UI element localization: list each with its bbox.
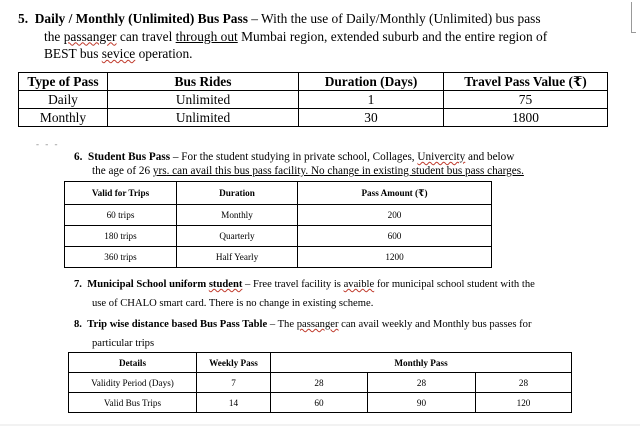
- table-cell: Unlimited: [108, 91, 299, 109]
- table-cell: 360 trips: [65, 247, 177, 268]
- section-number: 8.: [74, 319, 82, 330]
- table-header-cell: Details: [69, 353, 197, 373]
- section-text: operation.: [135, 46, 193, 61]
- travel-pass-table: [18, 72, 608, 127]
- underlined-word: yrs: [152, 165, 167, 177]
- trip-wise-pass-table: [68, 352, 572, 413]
- table-cell: 60: [271, 393, 368, 413]
- section-number: 7.: [74, 279, 82, 290]
- section-divider: - - -: [36, 139, 60, 149]
- page-edge-marker: [631, 2, 636, 33]
- section-8-line-2: particular trips: [92, 338, 155, 349]
- section-text: . can avail this bus pass facility. No change in existing student bus pass charges.: [166, 165, 524, 177]
- table-cell: 1800: [444, 109, 608, 127]
- section-number: 5.: [18, 11, 29, 26]
- section-7-line-2: use of CHALO smart card. There is no change in existing scheme.: [92, 298, 374, 309]
- misspelled-word: Univercity: [417, 151, 466, 163]
- section-text: – For the student studying in private school, Collages,: [170, 151, 418, 163]
- table-cell: 90: [368, 393, 476, 413]
- section-text: BEST bus: [44, 46, 102, 61]
- table-cell: 1: [299, 91, 444, 109]
- table-cell: Valid Bus Trips: [69, 393, 197, 413]
- table-row: [65, 226, 492, 247]
- table-header-cell: Pass Amount (₹): [298, 182, 492, 205]
- table-row: [69, 373, 572, 393]
- table-header-row: [69, 353, 572, 373]
- misspelled-word: sevice: [101, 46, 136, 61]
- section-6-student-pass: [74, 150, 594, 178]
- table-cell: 1200: [298, 247, 492, 268]
- section-heading: Student Bus Pass: [87, 151, 171, 163]
- misspelled-word: passanger: [296, 319, 339, 330]
- table-cell: Monthly: [177, 205, 298, 226]
- table-cell: 30: [299, 109, 444, 127]
- section-8-trip-wise-pass: [74, 315, 594, 353]
- table-header-cell: Duration: [177, 182, 298, 205]
- section-number: 6.: [74, 151, 83, 163]
- section-text: the: [44, 28, 64, 44]
- table-cell: Unlimited: [108, 109, 299, 127]
- section-6-line-1: [74, 150, 594, 164]
- table-header-cell: Duration (Days): [299, 73, 444, 91]
- table-cell: 120: [476, 393, 572, 413]
- section-5-daily-monthly-pass: [18, 10, 618, 63]
- section-heading: Trip wise distance based Bus Pass Table: [87, 319, 268, 330]
- section-7-line-1: [74, 275, 594, 294]
- section-7-municipal-school: [74, 275, 594, 313]
- section-text: Mumbai region, extended suburb and the entire region of: [237, 28, 548, 44]
- table-header-cell: Valid for Trips: [65, 182, 177, 205]
- table-cell: 28: [368, 373, 476, 393]
- table-cell: 28: [271, 373, 368, 393]
- table-cell: 75: [444, 91, 608, 109]
- student-pass-table: [64, 181, 492, 268]
- table-header-cell: Bus Rides: [108, 73, 299, 91]
- table-row: [69, 393, 572, 413]
- table-header-cell: Weekly Pass: [197, 353, 271, 373]
- table-header-row: [19, 73, 608, 91]
- table-cell: 600: [298, 226, 492, 247]
- section-text: – Free travel facility is: [242, 279, 344, 290]
- table-row: [65, 205, 492, 226]
- section-heading: Municipal School uniform: [87, 279, 209, 290]
- section-text: can travel: [116, 28, 176, 44]
- table-header-row: [65, 182, 492, 205]
- table-header-cell: Monthly Pass: [271, 353, 572, 373]
- table-cell: Validity Period (Days): [69, 373, 197, 393]
- misspelled-word: avaible: [343, 279, 375, 290]
- table-cell: 28: [476, 373, 572, 393]
- table-cell: Monthly: [19, 109, 108, 127]
- section-6-line-2: [74, 164, 594, 178]
- table-cell: Daily: [19, 91, 108, 109]
- table-row: [19, 91, 608, 109]
- table-cell: 200: [298, 205, 492, 226]
- table-header-cell: Travel Pass Value (₹): [444, 73, 608, 91]
- table-cell: 14: [197, 393, 271, 413]
- section-5-line-1: [18, 10, 618, 28]
- table-cell: 7: [197, 373, 271, 393]
- section-text: – With the use of Daily/Monthly (Unlimited) bus pass: [247, 11, 541, 26]
- misspelled-word: passanger: [63, 28, 117, 44]
- table-cell: 180 trips: [65, 226, 177, 247]
- underlined-word: through out: [175, 28, 238, 44]
- section-text: the age of 26: [92, 165, 153, 177]
- misspelled-word: student: [208, 279, 243, 290]
- section-text: for municipal school student with the: [374, 279, 535, 290]
- section-5-line-2: [18, 28, 618, 46]
- table-row: [65, 247, 492, 268]
- section-heading: Daily / Monthly (Unlimited) Bus Pass: [34, 11, 248, 26]
- section-8-line-1: [74, 315, 594, 334]
- table-cell: Half Yearly: [177, 247, 298, 268]
- section-5-line-3: [18, 45, 618, 63]
- table-header-cell: Type of Pass: [19, 73, 108, 91]
- section-text: can avail weekly and Monthly bus passes for: [338, 319, 532, 330]
- section-text: and below: [465, 151, 515, 163]
- table-row: [19, 109, 608, 127]
- table-cell: 60 trips: [65, 205, 177, 226]
- table-cell: Quarterly: [177, 226, 298, 247]
- section-text: – The: [267, 319, 297, 330]
